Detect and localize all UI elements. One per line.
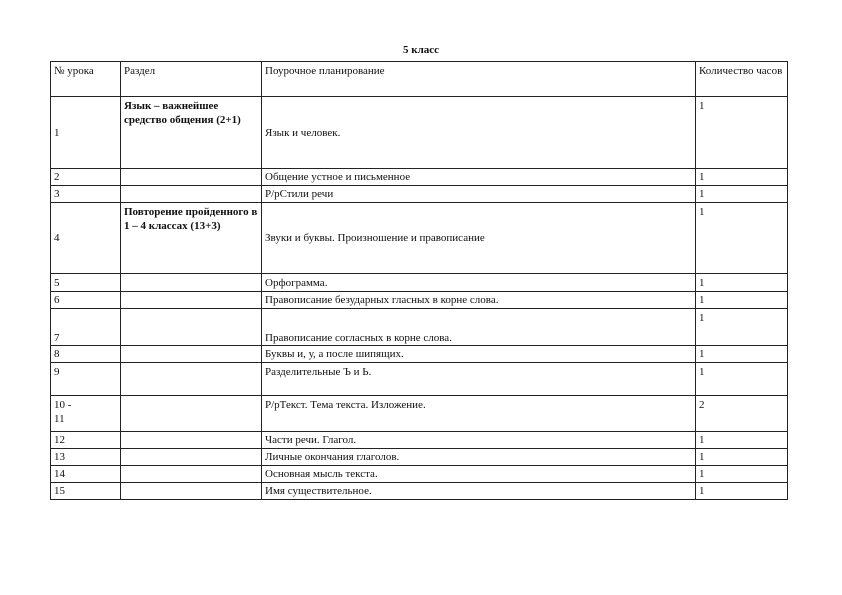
lesson-topic: Имя существительное. (262, 483, 696, 500)
lesson-topic: Орфограмма. (262, 274, 696, 292)
lesson-topic: Язык и человек. (262, 97, 696, 169)
lesson-number: 1 (51, 97, 121, 169)
lesson-hours: 1 (696, 169, 788, 186)
lesson-hours: 1 (696, 309, 788, 346)
lesson-number: 9 (51, 363, 121, 396)
section-name (121, 396, 262, 432)
lesson-number: 13 (51, 449, 121, 466)
section-name (121, 186, 262, 203)
lesson-number: 2 (51, 169, 121, 186)
lesson-hours: 1 (696, 97, 788, 169)
section-name: Повторение пройденного в 1 – 4 классах (13+3) (121, 203, 262, 274)
lesson-topic: Основная мысль текста. (262, 466, 696, 483)
table-header-row (51, 62, 788, 97)
lesson-number: 3 (51, 186, 121, 203)
section-name (121, 466, 262, 483)
lesson-topic: Р/рСтили речи (262, 186, 696, 203)
lesson-hours: 1 (696, 186, 788, 203)
page-title: 5 класс (402, 44, 440, 56)
lesson-topic: Звуки и буквы. Произношение и правописание (262, 203, 696, 274)
lesson-topic: Части речи. Глагол. (262, 432, 696, 449)
table-row (51, 363, 788, 396)
lesson-hours: 1 (696, 449, 788, 466)
lesson-topic: Правописание согласных в корне слова. (262, 309, 696, 346)
table-row (51, 483, 788, 500)
header-hours: Количество часов (696, 62, 788, 97)
table-row (51, 203, 788, 274)
lesson-number: 15 (51, 483, 121, 500)
lesson-hours: 2 (696, 396, 788, 432)
lesson-number (51, 396, 121, 432)
lesson-hours: 1 (696, 483, 788, 500)
lesson-topic: Разделительные Ъ и Ь. (262, 363, 696, 396)
table-row (51, 292, 788, 309)
lesson-topic: Р/рТекст. Тема текста. Изложение. (262, 396, 696, 432)
header-lesson-plan: Поурочное планирование (262, 62, 696, 97)
section-name (121, 292, 262, 309)
header-section: Раздел (121, 62, 262, 97)
table-row (51, 449, 788, 466)
section-name (121, 449, 262, 466)
section-name (121, 309, 262, 346)
table-row (51, 169, 788, 186)
lesson-plan-table (50, 61, 788, 500)
section-name (121, 432, 262, 449)
lesson-hours: 1 (696, 203, 788, 274)
section-name: Язык – важнейшее средство общения (2+1) (121, 97, 262, 169)
table-row (51, 97, 788, 169)
table-row (51, 432, 788, 449)
section-name (121, 274, 262, 292)
lesson-number: 8 (51, 346, 121, 363)
lesson-topic: Общение устное и письменное (262, 169, 696, 186)
lesson-number: 12 (51, 432, 121, 449)
section-name (121, 169, 262, 186)
lesson-topic: Буквы и, у, а после шипящих. (262, 346, 696, 363)
table-row (51, 396, 788, 432)
table-row (51, 309, 788, 346)
lesson-hours: 1 (696, 363, 788, 396)
lesson-hours: 1 (696, 346, 788, 363)
lesson-number: 4 (51, 203, 121, 274)
table-row (51, 274, 788, 292)
lesson-number-text: 10 - 11 (54, 399, 75, 425)
table-row (51, 186, 788, 203)
table-row (51, 466, 788, 483)
lesson-hours: 1 (696, 274, 788, 292)
lesson-number: 6 (51, 292, 121, 309)
lesson-hours: 1 (696, 432, 788, 449)
table-row (51, 346, 788, 363)
lesson-topic: Правописание безударных гласных в корне слова. (262, 292, 696, 309)
lesson-number: 14 (51, 466, 121, 483)
lesson-hours: 1 (696, 466, 788, 483)
lesson-number: 7 (51, 309, 121, 346)
section-name (121, 363, 262, 396)
lesson-hours: 1 (696, 292, 788, 309)
lesson-number: 5 (51, 274, 121, 292)
lesson-topic: Личные окончания глаголов. (262, 449, 696, 466)
section-name (121, 346, 262, 363)
section-name (121, 483, 262, 500)
header-lesson-number: № урока (51, 62, 121, 97)
